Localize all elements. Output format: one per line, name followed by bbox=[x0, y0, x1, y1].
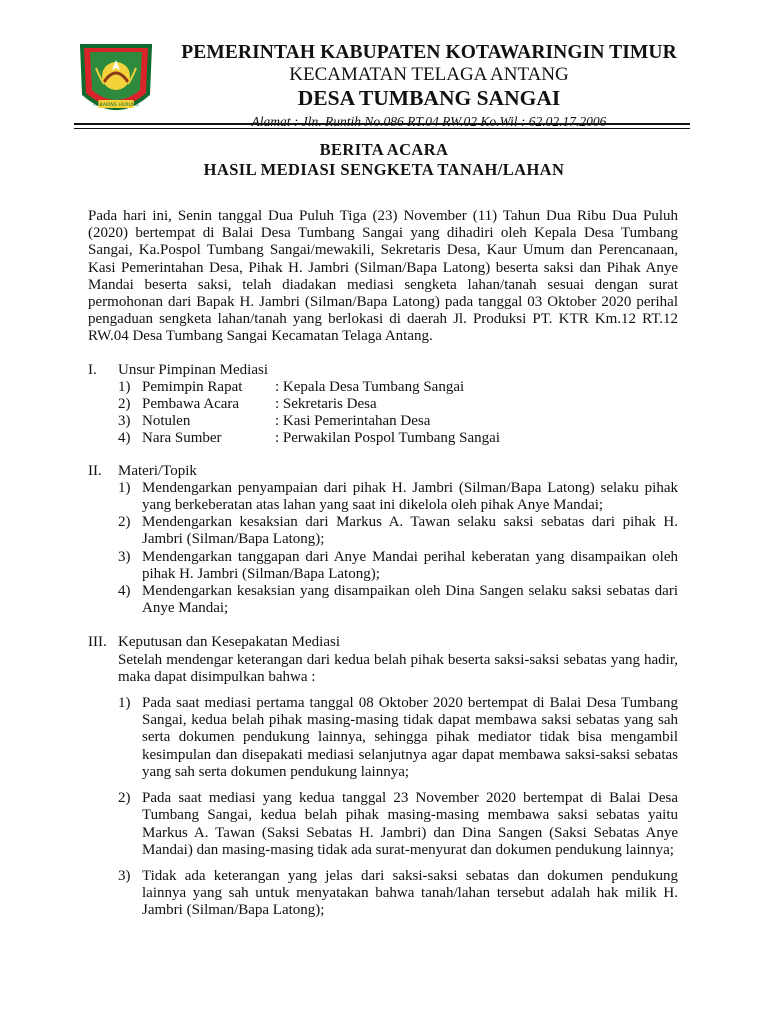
title-line-2: HASIL MEDIASI SENGKETA TANAH/LAHAN bbox=[203, 160, 565, 179]
section-leadership bbox=[88, 362, 678, 448]
document-body bbox=[88, 208, 678, 920]
item-number: 2) bbox=[118, 396, 131, 413]
list-item bbox=[118, 583, 678, 617]
section-heading: Unsur Pimpinan Mediasi bbox=[118, 361, 268, 378]
item-value: : Sekretaris Desa bbox=[275, 396, 377, 413]
section-topics bbox=[88, 463, 678, 618]
section-heading: Materi/Topik bbox=[118, 462, 197, 479]
list-item bbox=[118, 549, 678, 583]
item-number: 3) bbox=[118, 413, 131, 430]
item-value: : Kasi Pemerintahan Desa bbox=[275, 413, 431, 430]
list-item bbox=[118, 413, 678, 430]
list-item bbox=[118, 790, 678, 859]
letterhead bbox=[168, 42, 690, 132]
list-item bbox=[118, 379, 678, 396]
item-value: : Kepala Desa Tumbang Sangai bbox=[275, 378, 465, 395]
government-name: PEMERINTAH KABUPATEN KOTAWARINGIN TIMUR bbox=[181, 42, 677, 63]
regency-emblem-icon bbox=[74, 42, 158, 120]
document-title bbox=[0, 140, 768, 180]
item-key: Notulen bbox=[142, 413, 191, 430]
address-line: Alamat : Jln. Runtih No.086 RT.04 RW.02 Ko.Wil : 62.02.17.2006 bbox=[251, 114, 607, 129]
item-text: Mendengarkan penyampaian dari pihak H. Jambri (Silman/Bapa Latong) selaku pihak yang berkeberatan atas lahan yang saat ini dikelola oleh pihak Anye Mandai; bbox=[142, 479, 678, 514]
item-key: Pemimpin Rapat bbox=[142, 378, 243, 395]
item-text: Pada saat mediasi pertama tanggal 08 Oktober 2020 bertempat di Balai Desa Tumbang Sangai, kedua belah pihak masing-masing tidak dapat membawa saksi sebatas yang sah serta dokumen pendukung lainnya, sehingga pihak mediator tidak bisa mengambil kesimpulan dan disepakati mediasi selanjutnya agar dapat membawa saksi-saksi sebatas yang sah serta dokumen pendukung lainnya; bbox=[142, 695, 678, 780]
item-number: 3) bbox=[118, 867, 131, 884]
item-number: 1) bbox=[118, 695, 131, 712]
item-text: Mendengarkan kesaksian yang disampaikan oleh Dina Sangen selaku saksi sebatas dari Anye Mandai; bbox=[142, 583, 678, 617]
letterhead-divider bbox=[74, 123, 690, 125]
item-number: 1) bbox=[118, 479, 131, 496]
list-item bbox=[118, 480, 678, 514]
village-name: DESA TUMBANG SANGAI bbox=[297, 86, 561, 110]
item-number: 4) bbox=[118, 430, 131, 447]
item-number: 2) bbox=[118, 790, 131, 807]
section-numeral: II. bbox=[88, 462, 102, 479]
item-key: Pembawa Acara bbox=[142, 396, 240, 413]
section-numeral: III. bbox=[88, 634, 107, 651]
list-item bbox=[118, 396, 678, 413]
item-text: Tidak ada keterangan yang jelas dari saksi-saksi sebatas dan dokumen pendukung lainnya yang sah untuk menyatakan bahwa tanah/lahan tersebut adalah hak milik H. Jambri (Silman/Bapa Latong); bbox=[142, 867, 678, 919]
item-value: : Perwakilan Pospol Tumbang Sangai bbox=[275, 430, 501, 447]
list-item bbox=[118, 430, 678, 447]
item-number: 3) bbox=[118, 548, 131, 565]
letterhead-divider-thin bbox=[74, 128, 690, 129]
title-line-1: BERITA ACARA bbox=[319, 140, 449, 159]
item-text: Pada saat mediasi yang kedua tanggal 23 November 2020 bertempat di Balai Desa Tumbang Sangai, kedua belah pihak masing-masing membawa saksi sebatas yaitu Markus A. Tawan (Saksi Sebatas H. Jambri) dan Dina Sangen (Saksi Sebatas Anye Mandai) dan masing-masing tidak ada surat-menyurat dan dokumen pendukung lainnya; bbox=[142, 790, 678, 858]
list-item bbox=[118, 695, 678, 781]
item-number: 1) bbox=[118, 378, 131, 395]
svg-text:HABARING HURUNG: HABARING HURUNG bbox=[93, 103, 139, 108]
section-lead: Setelah mendengar keterangan dari kedua belah pihak beserta saksi-saksi sebatas yang hadir, maka dapat disimpulkan bahwa : bbox=[118, 651, 678, 685]
intro-paragraph: Pada hari ini, Senin tanggal Dua Puluh Tiga (23) November (11) Tahun Dua Ribu Dua Puluh (2020) bertempat di Balai Desa Tumbang Sangai yang dihadiri oleh Kepala Desa Tumbang Sangai, Ka.Pospol Tumbang Sangai/mewakili, Sekretaris Desa, Kaur Umum dan Perencanaan, Kasi Pemerintahan Desa, Pihak H. Jambri (Silman/Bapa Latong) beserta saksi dan Pihak Anye Mandai beserta saksi, telah diadakan mediasi sengketa lahan/tanah sesuai dengan surat permohonan dari Bapak H. Jambri (Silman/Bapa Latong) pada tanggal 03 Oktober 2020 perihal pengaduan sengketa lahan/tanah yang berlokasi di daerah Jl. Produksi PT. KTR Km.12 RT.12 RW.04 Desa Tumbang Sangai Kecamatan Telaga Antang. bbox=[88, 208, 678, 345]
section-numeral: I. bbox=[88, 361, 97, 378]
section-heading: Keputusan dan Kesepakatan Mediasi bbox=[118, 634, 341, 651]
item-text: Mendengarkan kesaksian dari Markus A. Tawan selaku saksi sebatas dari pihak H. Jambri (Silman/Bapa Latong); bbox=[142, 514, 678, 548]
section-decision bbox=[88, 634, 678, 919]
list-item bbox=[118, 514, 678, 548]
district-name: KECAMATAN TELAGA ANTANG bbox=[289, 64, 569, 85]
item-key: Nara Sumber bbox=[142, 430, 222, 447]
item-number: 2) bbox=[118, 514, 131, 531]
item-text: Mendengarkan tanggapan dari Anye Mandai perihal keberatan yang disampaikan oleh pihak H. Jambri (Silman/Bapa Latong); bbox=[142, 548, 678, 582]
item-number: 4) bbox=[118, 583, 131, 600]
list-item bbox=[118, 868, 678, 920]
